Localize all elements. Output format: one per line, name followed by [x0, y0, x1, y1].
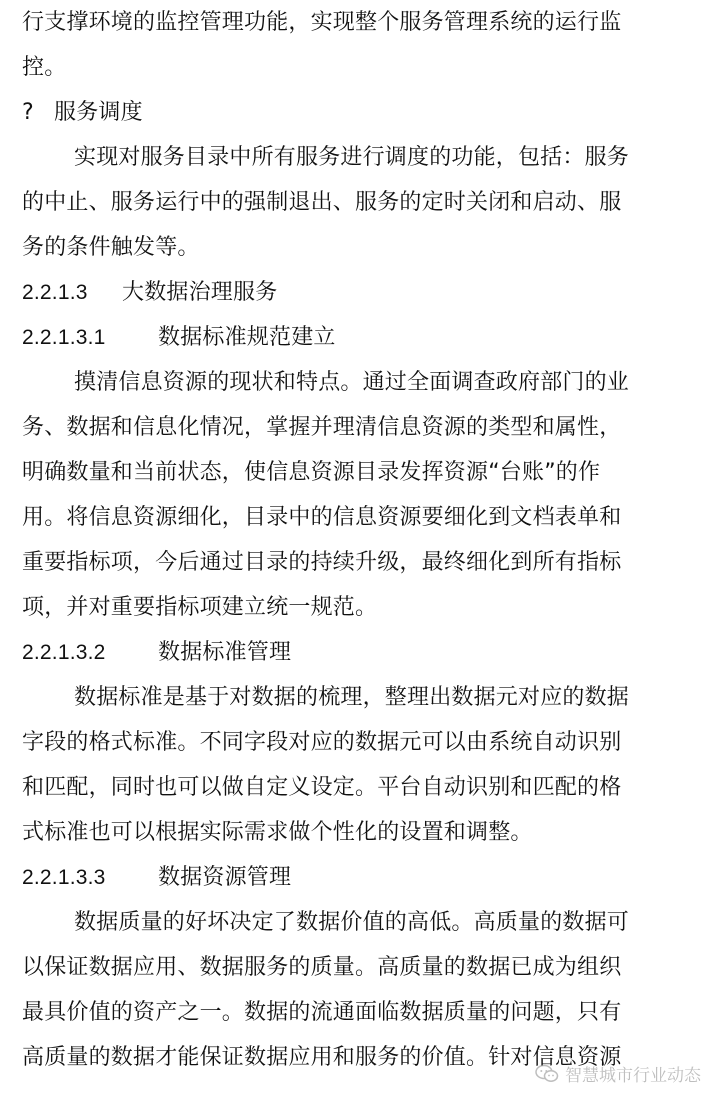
body-line: 的中止、服务运行中的强制退出、服务的定时关闭和启动、服 — [22, 190, 622, 215]
body-line: 用。将信息资源细化，目录中的信息资源要细化到文档表单和 — [22, 505, 622, 530]
section-heading — [22, 315, 697, 360]
body-line: 高质量的数据才能保证数据应用和服务的价值。针对信息资源 — [22, 1045, 622, 1070]
body-line: 务的条件触发等。 — [22, 235, 200, 260]
body-line: 最具价值的资产之一。数据的流通面临数据质量的问题，只有 — [22, 1000, 622, 1025]
section-number: 2.2.1.3 — [22, 281, 88, 304]
body-line: 行支撑环境的监控管理功能，实现整个服务管理系统的运行监 — [22, 10, 622, 35]
section-heading — [22, 855, 697, 900]
body-line: 务、数据和信息化情况，掌握并理清信息资源的类型和属性， — [22, 415, 622, 440]
section-title: 数据标准规范建立 — [158, 325, 336, 350]
body-line: 以保证数据应用、数据服务的质量。高质量的数据已成为组织 — [22, 955, 622, 980]
section-heading — [22, 270, 697, 315]
section-number: 2.2.1.3.3 — [22, 866, 106, 889]
body-line: 式标准也可以根据实际需求做个性化的设置和调整。 — [22, 820, 533, 845]
bullet-label: 服务调度 — [54, 100, 143, 125]
section-title: 数据资源管理 — [158, 865, 292, 890]
section-number: 2.2.1.3.1 — [22, 326, 106, 349]
body-line: 字段的格式标准。不同字段对应的数据元可以由系统自动识别 — [22, 730, 622, 755]
paragraph-first-line: 实现对服务目录中所有服务进行调度的功能，包括：服务 — [74, 145, 630, 170]
section-heading — [22, 630, 697, 675]
wechat-icon — [535, 1064, 559, 1084]
section-title: 大数据治理服务 — [122, 280, 278, 305]
body-line: 明确数量和当前状态，使信息资源目录发挥资源“台账”的作 — [22, 460, 601, 485]
body-line: 项，并对重要指标项建立统一规范。 — [22, 595, 378, 620]
bullet-heading — [22, 90, 697, 135]
bullet-marker: ? — [22, 100, 34, 125]
paragraph-first-line: 摸清信息资源的现状和特点。通过全面调查政府部门的业 — [74, 370, 630, 395]
document-page — [22, 0, 697, 1080]
paragraph-first-line: 数据标准是基于对数据的梳理，整理出数据元对应的数据 — [74, 685, 630, 710]
body-line: 和匹配，同时也可以做自定义设定。平台自动识别和匹配的格 — [22, 775, 622, 800]
paragraph-first-line: 数据质量的好坏决定了数据价值的高低。高质量的数据可 — [74, 910, 630, 935]
watermark-text: 智慧城市行业动态 — [565, 1066, 701, 1086]
section-number: 2.2.1.3.2 — [22, 641, 106, 664]
section-title: 数据标准管理 — [158, 640, 292, 665]
watermark — [535, 1061, 701, 1086]
body-line: 重要指标项，今后通过目录的持续升级，最终细化到所有指标 — [22, 550, 622, 575]
body-line: 控。 — [22, 55, 67, 80]
